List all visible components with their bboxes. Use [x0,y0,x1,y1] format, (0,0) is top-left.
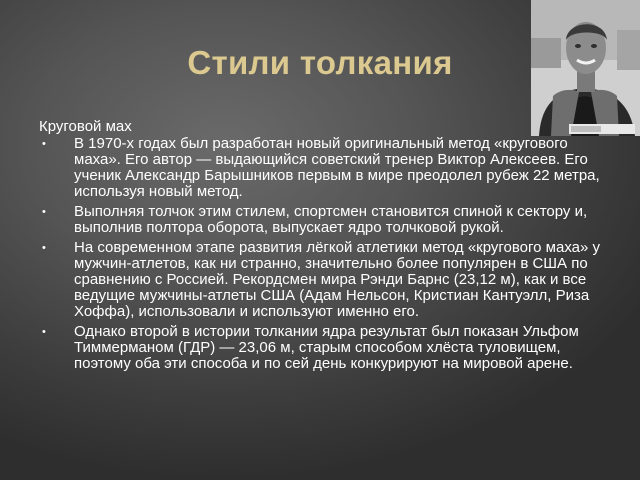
slide-subtitle: Круговой мах [39,118,132,135]
bullet-icon: • [42,242,46,254]
bullet-text: Выполняя толчок этим стилем, спортсмен становится спиной к сектору и, выполнив полтора оборота, выпускает ядро толчковой рукой. [74,203,588,236]
bullet-item [38,324,606,372]
athlete-photo [531,0,640,136]
bullet-text: В 1970-х годах был разработан новый оригинальный метод «кругового маха». Его автор — выдающийся советский тренер Виктор Алексеев. Его ученик Александр Барышников первым в мире преодолел рубеж 22 метра, используя новый метод. [74,135,600,200]
bullet-item [38,240,606,320]
bullet-item [38,136,606,200]
bullet-icon: • [42,138,46,150]
bullet-icon: • [42,326,46,338]
bullet-icon: • [42,206,46,218]
bullet-text: На современном этапе развития лёгкой атлетики метод «кругового маха» у мужчин-атлетов, как ни странно, значительно более популярен в США по сравнению с Россией. Рекордсмен мира Рэнди Барнс (23,12 м), как и все ведущие мужчины-атлеты США (Адам Нельсон, Кристиан Кантуэлл, Риза Хоффа), использовали и используют именно его. [74,239,601,320]
slide-title: Стили толкания [187,44,453,81]
bullet-list [38,136,606,376]
bullet-item [38,204,606,236]
bullet-text: Однако второй в истории толкании ядра результат был показан Ульфом Тиммерманом (ГДР) — 23,06 м, старым способом хлёста туловищем, поэтому оба эти способа и по сей день конкурируют на мировой арене. [74,323,579,372]
